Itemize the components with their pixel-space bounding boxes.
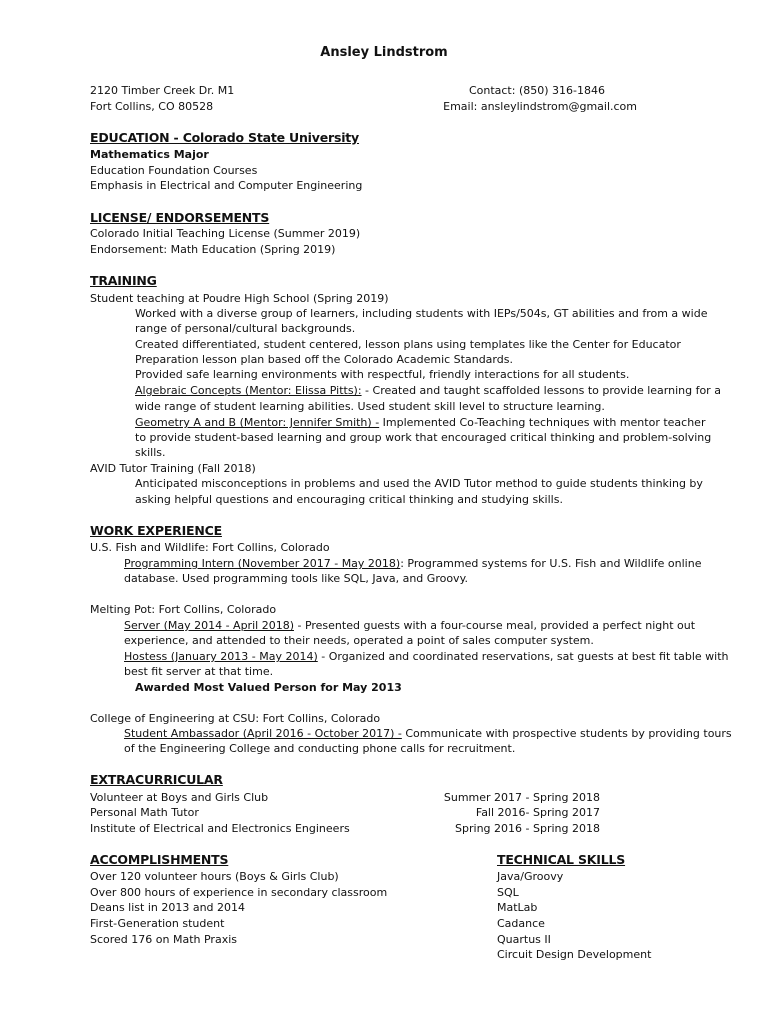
- skill-item: MatLab: [497, 901, 538, 914]
- skill-item: Java/Groovy: [497, 870, 564, 883]
- avid-title: AVID Tutor Training (Fall 2018): [90, 462, 256, 475]
- license-item: Colorado Initial Teaching License (Summer 2019): [90, 227, 361, 240]
- job-line: of the Engineering College and conducting phone calls for recruitment.: [124, 742, 516, 755]
- algebra-description: - Created and taught scaffolded lessons to provide learning for a: [361, 384, 721, 397]
- extracurricular-item: Institute of Electrical and Electronics Engineers: [90, 822, 350, 835]
- training-line: Preparation lesson plan based off the Colorado Academic Standards.: [135, 353, 513, 366]
- job-line: database. Used programming tools like SQL, Java, and Groovy.: [124, 572, 469, 585]
- employer: College of Engineering at CSU: Fort Collins, Colorado: [90, 712, 381, 725]
- accomplishment-item: First-Generation student: [90, 917, 225, 930]
- job-role: Student Ambassador (April 2016 - October 2017) -: [124, 727, 402, 740]
- extracurricular-date: Spring 2016 - Spring 2018: [455, 822, 600, 835]
- training-line: Created differentiated, student centered, lesson plans using templates like the Center for Educator: [135, 338, 681, 351]
- training-line: Anticipated misconceptions in problems and used the AVID Tutor method to guide students thinking by: [135, 477, 703, 490]
- training-line: asking helpful questions and encouraging critical thinking and studying skills.: [135, 493, 563, 506]
- job-entry: [124, 727, 732, 741]
- employer: Melting Pot: Fort Collins, Colorado: [90, 603, 277, 616]
- education-item: Emphasis in Electrical and Computer Engineering: [90, 179, 363, 192]
- algebra-title: Algebraic Concepts (Mentor: Elissa Pitts):: [135, 384, 362, 397]
- accomplishment-item: Scored 176 on Math Praxis: [90, 933, 237, 946]
- skill-item: Cadance: [497, 917, 545, 930]
- work-heading: WORK EXPERIENCE: [90, 523, 222, 538]
- award: Awarded Most Valued Person for May 2013: [135, 681, 402, 694]
- contact-phone: Contact: (850) 316-1846: [468, 84, 605, 97]
- job-role: Hostess (January 2013 - May 2014): [124, 650, 318, 663]
- extracurricular-item: Personal Math Tutor: [90, 806, 199, 819]
- resume-name: Ansley Lindstrom: [320, 45, 448, 60]
- job-description: Communicate with prospective students by providing tours: [401, 727, 732, 740]
- education-major: Mathematics Major: [90, 148, 209, 161]
- job-line: experience, and attended to their needs, operated a point of sales computer system.: [124, 634, 594, 647]
- job-role: Programming Intern (November 2017 - May 2018): [124, 557, 401, 570]
- education-item: Education Foundation Courses: [90, 164, 258, 177]
- training-line: range of personal/cultural backgrounds.: [135, 322, 356, 335]
- license-item: Endorsement: Math Education (Spring 2019): [90, 243, 336, 256]
- address-line-1: 2120 Timber Creek Dr. M1: [90, 84, 235, 97]
- skill-item: SQL: [497, 886, 519, 899]
- accomplishment-item: Over 800 hours of experience in secondary classroom: [90, 886, 388, 899]
- accomplishment-item: Over 120 volunteer hours (Boys & Girls Club): [90, 870, 339, 883]
- training-heading: TRAINING: [90, 273, 157, 288]
- address-line-2: Fort Collins, CO 80528: [90, 100, 214, 113]
- training-line: Provided safe learning environments with respectful, friendly interactions for all students.: [135, 368, 630, 381]
- accomplishments-heading: ACCOMPLISHMENTS: [90, 852, 229, 867]
- geometry-description: Implemented Co-Teaching techniques with mentor teacher: [379, 416, 706, 429]
- job-entry: [124, 619, 695, 633]
- skill-item: Quartus II: [497, 933, 551, 946]
- license-heading: LICENSE/ ENDORSEMENTS: [90, 210, 270, 225]
- extracurricular-heading: EXTRACURRICULAR: [90, 772, 223, 787]
- algebra-entry: [135, 384, 721, 398]
- job-description: : Programmed systems for U.S. Fish and Wildlife online: [400, 557, 702, 570]
- job-entry: [124, 650, 728, 664]
- job-entry: [124, 557, 701, 571]
- job-role: Server (May 2014 - April 2018): [124, 619, 294, 632]
- extracurricular-date: Fall 2016- Spring 2017: [475, 806, 600, 819]
- job-line: best fit server at that time.: [124, 665, 274, 678]
- skill-item: Circuit Design Development: [497, 948, 652, 961]
- job-description: - Organized and coordinated reservations, sat guests at best fit table with: [317, 650, 729, 663]
- contact-email: Email: ansleylindstrom@gmail.com: [443, 100, 637, 113]
- training-line: to provide student-based learning and group work that encouraged critical thinking and problem-solving: [135, 431, 712, 444]
- job-description: - Presented guests with a four-course meal, provided a perfect night out: [293, 619, 696, 632]
- extracurricular-item: Volunteer at Boys and Girls Club: [90, 791, 269, 804]
- accomplishment-item: Deans list in 2013 and 2014: [90, 901, 246, 914]
- training-line: wide range of student learning abilities. Used student skill level to structure learning.: [135, 400, 605, 413]
- employer: U.S. Fish and Wildlife: Fort Collins, Colorado: [90, 541, 330, 554]
- geometry-title: Geometry A and B (Mentor: Jennifer Smith) -: [135, 416, 380, 429]
- education-heading: EDUCATION - Colorado State University: [90, 130, 360, 145]
- training-line: skills.: [135, 446, 166, 459]
- student-teaching-title: Student teaching at Poudre High School (Spring 2019): [90, 292, 389, 305]
- extracurricular-date: Summer 2017 - Spring 2018: [443, 791, 600, 804]
- training-line: Worked with a diverse group of learners, including students with IEPs/504s, GT abilities and from a wide: [135, 307, 708, 320]
- skills-heading: TECHNICAL SKILLS: [497, 852, 626, 867]
- geometry-entry: [135, 416, 705, 430]
